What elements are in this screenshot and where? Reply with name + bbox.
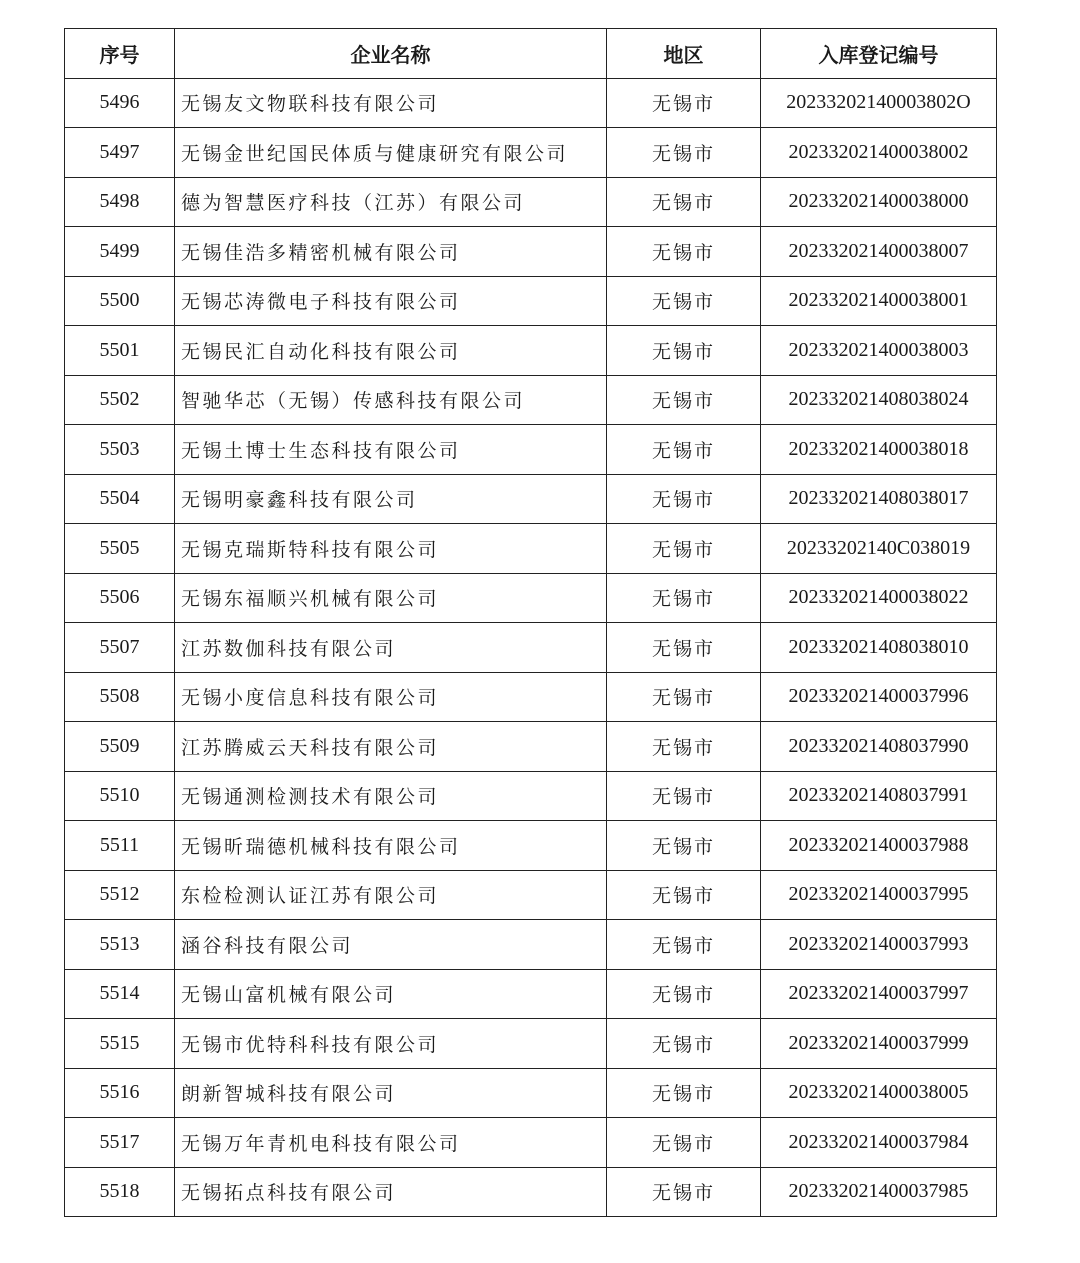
row-registration-code: 202332021400038002	[761, 128, 997, 178]
row-registration-code: 202332021400038022	[761, 573, 997, 623]
row-seq: 5518	[65, 1167, 175, 1217]
table-row	[65, 623, 997, 673]
row-seq: 5500	[65, 276, 175, 326]
row-region: 无锡市	[607, 177, 761, 227]
row-seq: 5516	[65, 1068, 175, 1118]
row-company-name: 东检检测认证江苏有限公司	[175, 870, 607, 920]
table-row	[65, 920, 997, 970]
table-row	[65, 375, 997, 425]
row-seq: 5496	[65, 78, 175, 128]
row-company-name: 无锡金世纪国民体质与健康研究有限公司	[175, 128, 607, 178]
row-registration-code: 202332021400037985	[761, 1167, 997, 1217]
row-seq: 5505	[65, 524, 175, 574]
row-region: 无锡市	[607, 870, 761, 920]
row-seq: 5499	[65, 227, 175, 277]
row-company-name: 无锡小度信息科技有限公司	[175, 672, 607, 722]
row-region: 无锡市	[607, 128, 761, 178]
row-region: 无锡市	[607, 722, 761, 772]
row-seq: 5513	[65, 920, 175, 970]
row-registration-code: 202332021408038010	[761, 623, 997, 673]
header-region: 地区	[607, 29, 761, 79]
table-row	[65, 1068, 997, 1118]
table-row	[65, 78, 997, 128]
row-seq: 5509	[65, 722, 175, 772]
row-company-name: 智驰华芯（无锡）传感科技有限公司	[175, 375, 607, 425]
row-seq: 5502	[65, 375, 175, 425]
row-registration-code: 202332021408037991	[761, 771, 997, 821]
row-region: 无锡市	[607, 276, 761, 326]
row-company-name: 无锡山富机械有限公司	[175, 969, 607, 1019]
table-row	[65, 425, 997, 475]
row-region: 无锡市	[607, 1068, 761, 1118]
table-row	[65, 1019, 997, 1069]
row-company-name: 无锡芯涛微电子科技有限公司	[175, 276, 607, 326]
row-seq: 5497	[65, 128, 175, 178]
row-company-name: 无锡友文物联科技有限公司	[175, 78, 607, 128]
table-row	[65, 969, 997, 1019]
row-region: 无锡市	[607, 1118, 761, 1168]
table-header	[65, 29, 997, 79]
row-registration-code: 202332021400038003	[761, 326, 997, 376]
table-row	[65, 672, 997, 722]
table-row	[65, 177, 997, 227]
table-body	[65, 78, 997, 1217]
row-company-name: 无锡昕瑞德机械科技有限公司	[175, 821, 607, 871]
row-company-name: 朗新智城科技有限公司	[175, 1068, 607, 1118]
row-registration-code: 202332021400038007	[761, 227, 997, 277]
row-seq: 5506	[65, 573, 175, 623]
table-row	[65, 870, 997, 920]
registry-table	[64, 28, 997, 1217]
row-company-name: 涵谷科技有限公司	[175, 920, 607, 970]
row-company-name: 无锡东福顺兴机械有限公司	[175, 573, 607, 623]
row-company-name: 江苏数伽科技有限公司	[175, 623, 607, 673]
row-region: 无锡市	[607, 524, 761, 574]
row-registration-code: 20233202140C038019	[761, 524, 997, 574]
row-company-name: 无锡拓点科技有限公司	[175, 1167, 607, 1217]
row-region: 无锡市	[607, 474, 761, 524]
table-row	[65, 524, 997, 574]
row-company-name: 无锡万年青机电科技有限公司	[175, 1118, 607, 1168]
row-seq: 5511	[65, 821, 175, 871]
row-company-name: 无锡通测检测技术有限公司	[175, 771, 607, 821]
table-row	[65, 326, 997, 376]
row-registration-code: 202332021408037990	[761, 722, 997, 772]
row-registration-code: 202332021400037993	[761, 920, 997, 970]
row-registration-code: 202332021400038000	[761, 177, 997, 227]
table-row	[65, 821, 997, 871]
row-company-name: 无锡明豪鑫科技有限公司	[175, 474, 607, 524]
row-region: 无锡市	[607, 375, 761, 425]
row-seq: 5507	[65, 623, 175, 673]
row-region: 无锡市	[607, 969, 761, 1019]
row-registration-code: 202332021400038001	[761, 276, 997, 326]
row-region: 无锡市	[607, 821, 761, 871]
header-row	[65, 29, 997, 79]
row-company-name: 无锡市优特科科技有限公司	[175, 1019, 607, 1069]
row-seq: 5515	[65, 1019, 175, 1069]
row-company-name: 无锡克瑞斯特科技有限公司	[175, 524, 607, 574]
row-region: 无锡市	[607, 920, 761, 970]
row-region: 无锡市	[607, 227, 761, 277]
table-row	[65, 722, 997, 772]
row-seq: 5512	[65, 870, 175, 920]
row-region: 无锡市	[607, 573, 761, 623]
row-registration-code: 202332021400037999	[761, 1019, 997, 1069]
row-seq: 5517	[65, 1118, 175, 1168]
header-registration-code: 入库登记编号	[761, 29, 997, 79]
row-seq: 5503	[65, 425, 175, 475]
row-registration-code: 202332021408038024	[761, 375, 997, 425]
row-registration-code: 202332021400037995	[761, 870, 997, 920]
table-row	[65, 474, 997, 524]
row-registration-code: 202332021400037988	[761, 821, 997, 871]
row-seq: 5514	[65, 969, 175, 1019]
row-company-name: 无锡土博士生态科技有限公司	[175, 425, 607, 475]
row-registration-code: 202332021400038018	[761, 425, 997, 475]
row-company-name: 德为智慧医疗科技（江苏）有限公司	[175, 177, 607, 227]
header-company-name: 企业名称	[175, 29, 607, 79]
row-registration-code: 202332021400037984	[761, 1118, 997, 1168]
row-region: 无锡市	[607, 78, 761, 128]
row-region: 无锡市	[607, 623, 761, 673]
row-region: 无锡市	[607, 326, 761, 376]
row-seq: 5504	[65, 474, 175, 524]
row-region: 无锡市	[607, 1167, 761, 1217]
row-region: 无锡市	[607, 425, 761, 475]
header-seq: 序号	[65, 29, 175, 79]
row-company-name: 无锡佳浩多精密机械有限公司	[175, 227, 607, 277]
row-company-name: 江苏腾威云天科技有限公司	[175, 722, 607, 772]
table-row	[65, 276, 997, 326]
table-row	[65, 1118, 997, 1168]
row-registration-code: 202332021408038017	[761, 474, 997, 524]
table-row	[65, 771, 997, 821]
row-registration-code: 202332021400038005	[761, 1068, 997, 1118]
row-registration-code: 20233202140003802O	[761, 78, 997, 128]
row-region: 无锡市	[607, 672, 761, 722]
table-row	[65, 1167, 997, 1217]
row-region: 无锡市	[607, 1019, 761, 1069]
row-registration-code: 202332021400037996	[761, 672, 997, 722]
row-seq: 5508	[65, 672, 175, 722]
row-seq: 5501	[65, 326, 175, 376]
row-company-name: 无锡民汇自动化科技有限公司	[175, 326, 607, 376]
table-row	[65, 227, 997, 277]
table-row	[65, 128, 997, 178]
row-registration-code: 202332021400037997	[761, 969, 997, 1019]
registry-table-container	[64, 28, 997, 1217]
row-region: 无锡市	[607, 771, 761, 821]
table-row	[65, 573, 997, 623]
row-seq: 5498	[65, 177, 175, 227]
row-seq: 5510	[65, 771, 175, 821]
